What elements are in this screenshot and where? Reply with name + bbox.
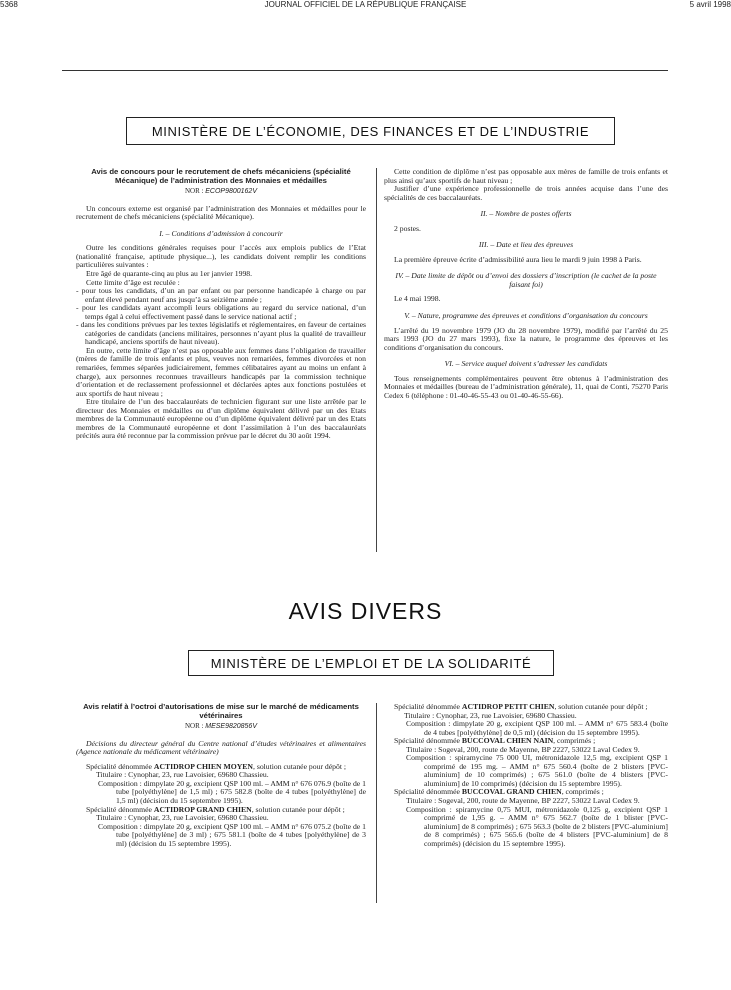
bullet-item: - pour les candidats ayant accompli leurs obligations au regard du service national, d’un temps égal à celui effectivement passé dans le service national actif ; [76, 303, 366, 321]
holder-line: Titulaire : Cynophar, 23, rue Lavoisier, 69680 Chassieu. [96, 813, 269, 823]
nor-label: NOR : [185, 722, 204, 731]
header-rule [62, 70, 668, 71]
notice-veterinaire-right-column [384, 703, 668, 848]
section-2-heading: II. – Nombre de postes offerts [480, 209, 572, 219]
paragraph: Outre les conditions générales requises pour l’accès aux emplois publics de l’Etat (nationalité française, aptitude physique...), les candidats doivent remplir les conditions particulières suivantes : [76, 243, 366, 270]
composition-line: Composition : spiramycine 0,75 MUI, métronidazole 0,125 g, excipient QSP 1 comprimé de 1,95 g. – AMM n° 675 562.7 (boîte de 1 blister [PVC-aluminium] de 8 comprimés) ; 675 563.3 (boîte de 2 blisters [PVC-aluminium] de 8 comprimés) ; 675 565.6 (boîte de 4 blisters [PVC-aluminium] de 8 comprimés) (décision du 15 septembre 1995). [406, 804, 668, 848]
composition-line: Composition : dimpylate 20 g, excipient QSP 100 ml. – AMM n° 676 076.9 (boîte de 1 tube [polyéthylène] de 1,5 ml) ; 675 582.8 (boîte de 4 tubes [polyéthylène] de 1,5 ml) (décision du 15 septembre 1995). [98, 778, 366, 806]
ministry-economie-box [126, 117, 615, 145]
section-6-heading: VI. – Service auquel doivent s’adresser les candidats [444, 359, 608, 369]
speciality-line: Spécialité dénommée BUCCOVAL CHIEN NAIN, comprimés ; [394, 736, 596, 746]
nor-line [76, 187, 366, 197]
section-3-heading: III. – Date et lieu des épreuves [478, 240, 574, 250]
paragraph: 2 postes. [394, 223, 421, 233]
composition-line: Composition : spiramycine 75 000 UI, métronidazole 12,5 mg, excipient QSP 1 comprimé de 195 mg. – AMM n° 675 560.4 (boîte de 2 blisters [PVC-aluminium] de 10 comprimés) ; 675 561.0 (boîte de 4 blisters [PVC-aluminium] de 10 comprimés) (décision du 15 septembre 1995). [406, 753, 668, 788]
section-4-heading: IV. – Date limite de dépôt ou d’envoi des dossiers d’inscription (le cachet de la poste faisant foi) [395, 271, 657, 289]
nor-code: ECOP9800162V [205, 188, 257, 196]
section-1-heading: I. – Conditions d’admission à concourir [159, 228, 283, 238]
paragraph: Tous renseignements complémentaires peuvent être obtenus à l’administration des Monnaies et médailles (bureau de l’administration générale), 11, quai de Conti, 75270 Paris Cedex 6 (téléphone : 01-40-46-55-43 ou 01-40-46-55-66). [384, 373, 668, 400]
drug-name: ACTIDROP PETIT CHIEN [461, 702, 555, 711]
paragraph: Le 4 mai 1998. [394, 294, 441, 304]
paragraph: Justifier d’une expérience professionnelle de trois années acquise dans l’une des spécialités de ces baccalauréats. [384, 184, 668, 202]
notice-veterinaire-left-column [76, 703, 366, 848]
column-divider [376, 168, 377, 552]
holder-line: Titulaire : Cynophar, 23, rue Lavoisier, 69680 Chassieu. [404, 710, 577, 720]
intro-paragraph: Un concours externe est organisé par l’administration des Monnaies et médailles pour le recrutement de chefs mécaniciens (spécialité Mécanique). [76, 203, 366, 222]
holder-line: Titulaire : Cynophar, 23, rue Lavoisier, 69680 Chassieu. [96, 770, 269, 780]
notice-veterinaire-title: Avis relatif à l’octroi d’autorisations de mise sur le marché de médicaments vétérinaires [83, 702, 359, 720]
paragraph: Cette limite d’âge est reculée : [86, 277, 180, 287]
bullet-item: - dans les conditions prévues par les textes législatifs et réglementaires, en faveur de certaines catégories de candidats (anciens militaires, personnes n’ayant plus la qualité de travailleur handicapé, anciens sportifs de haut niveau). [76, 320, 366, 347]
composition-line: Composition : dimpylate 20 g, excipient QSP 100 ml. – AMM n° 676 075.2 (boîte de 1 tube [polyéthylène] de 3 ml) ; 675 581.1 (boîte de 4 tubes [polyéthylène] de 3 ml) (décision du 15 septembre 1995). [98, 821, 366, 848]
page-number: 5368 [0, 0, 18, 9]
notice-concours-right-column [384, 168, 668, 400]
avis-divers-heading: AVIS DIVERS [288, 598, 443, 624]
section-5-heading: V. – Nature, programme des épreuves et conditions d’organisation du concours [404, 311, 648, 321]
running-header [0, 0, 731, 14]
journal-title: JOURNAL OFFICIEL DE LA RÉPUBLIQUE FRANÇAISE [264, 0, 467, 9]
decision-intro: Décisions du directeur général du Centre national d’études vétérinaires et alimentaires (Agence nationale du médicament vétérinaire) [76, 738, 366, 757]
holder-line: Titulaire : Sogeval, 200, route de Mayenne, BP 2227, 53022 Laval Cedex 9. [406, 744, 640, 754]
column-divider [376, 703, 377, 903]
drug-name: ACTIDROP GRAND CHIEN [153, 804, 252, 814]
bullet-item: - pour tous les candidats, d’un an par enfant ou par personne handicapée à charge ou par enfant élevé pendant neuf ans jusqu’à sa seizième année ; [76, 286, 366, 304]
nor-line [76, 722, 366, 732]
paragraph: En outre, cette limite d’âge n’est pas opposable aux femmes dans l’obligation de travailler (mères de famille de trois enfants et plus, veuves non remariées, femmes divorcées et non remariées, femmes séparées judiciairement, femmes célibataires ayant au moins un enfant à charge), aux personnes reconnues travailleurs handicapés par la commission technique d’orientation et de reclassement professionnel et déclarées aptes aux fonctions postulées et aux sportifs de haut niveau ; [76, 345, 366, 398]
nor-code: MESE9820856V [205, 723, 257, 731]
ministry-economie-title: MINISTÈRE DE L’ÉCONOMIE, DES FINANCES ET DE L’INDUSTRIE [151, 123, 590, 139]
paragraph: Cette condition de diplôme n’est pas opposable aux mères de famille de trois enfants et plus ainsi qu’aux sportifs de haut niveau ; [384, 167, 668, 185]
speciality-line: Spécialité dénommée ACTIDROP CHIEN MOYEN, solution cutanée pour dépôt ; [86, 761, 347, 771]
paragraph: Etre titulaire de l’un des baccalauréats de technicien figurant sur une liste arrêtée par le directeur des Monnaies et médailles ou d’un diplôme équivalent délivré par un des Etats membres de la Communauté européenne ou d’un diplôme équivalent délivré par un des Etats membres de la Communauté européenne et dont l’assimilation à l’un des baccalauréats précités aura été reconnue par la commission prévue par le décret du 30 août 1994. [76, 397, 366, 441]
ministry-emploi-box [188, 650, 554, 676]
drug-name: BUCCOVAL GRAND CHIEN [461, 787, 562, 797]
drug-name: BUCCOVAL CHIEN NAIN [461, 736, 554, 746]
paragraph: Etre âgé de quarante-cinq au plus au 1er janvier 1998. [86, 269, 253, 279]
paragraph: La première épreuve écrite d’admissibilité aura lieu le mardi 9 juin 1998 à Paris. [394, 254, 642, 264]
ministry-emploi-title: MINISTÈRE DE L’EMPLOI ET DE LA SOLIDARITÉ [210, 655, 532, 671]
speciality-line: Spécialité dénommée ACTIDROP GRAND CHIEN, solution cutanée pour dépôt ; [86, 804, 345, 814]
speciality-line: Spécialité dénommée ACTIDROP PETIT CHIEN, solution cutanée pour dépôt ; [394, 702, 648, 711]
composition-line: Composition : dimpylate 20 g, excipient QSP 100 ml. – AMM n° 675 583.4 (boîte de 4 tubes [polyéthylène] de 0,5 ml) (décision du 15 septembre 1995). [406, 719, 668, 737]
nor-label: NOR : [185, 187, 204, 196]
notice-concours-title: Avis de concours pour le recrutement de chefs mécaniciens (spécialité Mécanique) de l’administration des Monnaies et médailles [91, 167, 351, 185]
issue-date: 5 avril 1998 [689, 0, 731, 9]
paragraph: L’arrêté du 19 novembre 1979 (JO du 28 novembre 1979), modifié par l’arrêté du 25 mars 1993 (JO du 27 mars 1993), fixe la nature, le programme des épreuves et les conditions d’organisation du concours. [384, 325, 668, 352]
notice-concours-left-column [76, 168, 366, 441]
holder-line: Titulaire : Sogeval, 200, route de Mayenne, BP 2227, 53022 Laval Cedex 9. [406, 796, 640, 806]
drug-name: ACTIDROP CHIEN MOYEN [153, 761, 253, 771]
speciality-line: Spécialité dénommée BUCCOVAL GRAND CHIEN, comprimés ; [394, 787, 604, 797]
